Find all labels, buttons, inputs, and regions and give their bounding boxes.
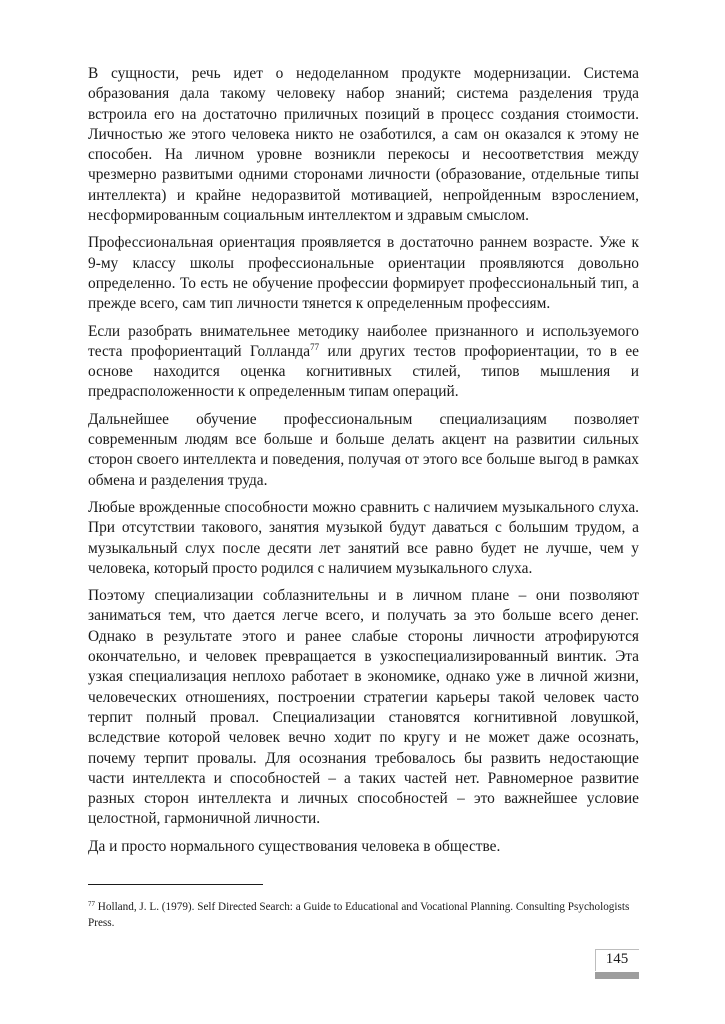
paragraph-7: Да и просто нормального существования человека в обществе. — [88, 837, 501, 855]
paragraph-1: В сущности, речь идет о недоделанном продукте модернизации. Система образования дала такому человеку набор знаний; система разделения труда встроила его на достаточно приличных позиций в процесс создания стоимости. Личностью же этого человека никто не озаботился, а сам он оказался к этому не способен. На личном уровне возникли перекосы и несоответствия между чрезмерно развитыми одними сторонами личности (образование, отдельные типы интеллекта) и крайне недоразвитой мотивацией, непройденным взрослением, несформированным социальным интеллектом и здравым смыслом. — [88, 65, 639, 225]
footnote-text: Holland, J. L. (1979). Self Directed Search: a Guide to Educational and Vocational Planning. Consulting Psychologists Press. — [88, 901, 630, 929]
page-number-bar — [595, 972, 639, 979]
paragraph-4: Дальнейшее обучение профессиональным специализациям позволяет современным людям все больше и больше делать акцент на развитии сильных сторон своего интеллекта и поведения, получая от этого все больше выгод в рамках обмена и разделения труда. — [88, 410, 639, 489]
footnote — [88, 899, 639, 931]
paragraph-6: Поэтому специализации соблазнительны и в личном плане – они позволяют заниматься тем, что дается легче всего, и получать за это больше всего денег. Однако в результате этого и ранее слабые стороны личности атрофируются окончательно, и человек превращается в узкоспециализированный винтик. Эта узкая специализация неплохо работает в экономике, однако уже в личной жизни, человеческих отношениях, построении стратегии карьеры такой человек часто терпит полный провал. Специализации становятся когнитивной ловушкой, вследствие которой человек вечно ходит по кругу и не может даже осознать, почему терпит провалы. Для осознания требовалось бы развить недостающие части интеллекта и способностей – а таких частей нет. Равномерное развитие разных сторон интеллекта и личных способностей – это важнейшее условие целостной, гармоничной личности. — [88, 587, 639, 828]
paragraph-2: Профессиональная ориентация проявляется в достаточно раннем возрасте. Уже к 9-му классу школы профессиональные ориентации проявляются довольно определенно. То есть не обучение профессии формирует профессиональный тип, а прежде всего, сам тип личности тянется к определенным профессиям. — [88, 234, 639, 313]
page-number-box — [595, 949, 639, 979]
page-number: 145 — [605, 951, 629, 967]
paragraph-3 — [88, 322, 639, 403]
footnote-divider — [88, 884, 263, 885]
paragraph-3-text-after: или других тестов профориентации, то в ее основе находится оценка когнитивных стилей, типов мышления и предрасположенности к определенным типам операций. — [88, 342, 639, 401]
footnote-number: 77 — [88, 900, 95, 908]
page-body — [88, 64, 639, 864]
footnote-reference[interactable]: 77 — [310, 341, 320, 352]
paragraph-3-text-before: Если разобрать внимательнее методику наиболее признанного и используемого теста профориентаций Голланда — [88, 322, 639, 360]
paragraph-5: Любые врожденные способности можно сравнить с наличием музыкального слуха. При отсутствии такового, занятия музыкой будут даваться с большим трудом, а музыкальный слух после десяти лет занятий все равно будет не лучше, чем у человека, который просто родился с наличием музыкального слуха. — [88, 498, 639, 577]
